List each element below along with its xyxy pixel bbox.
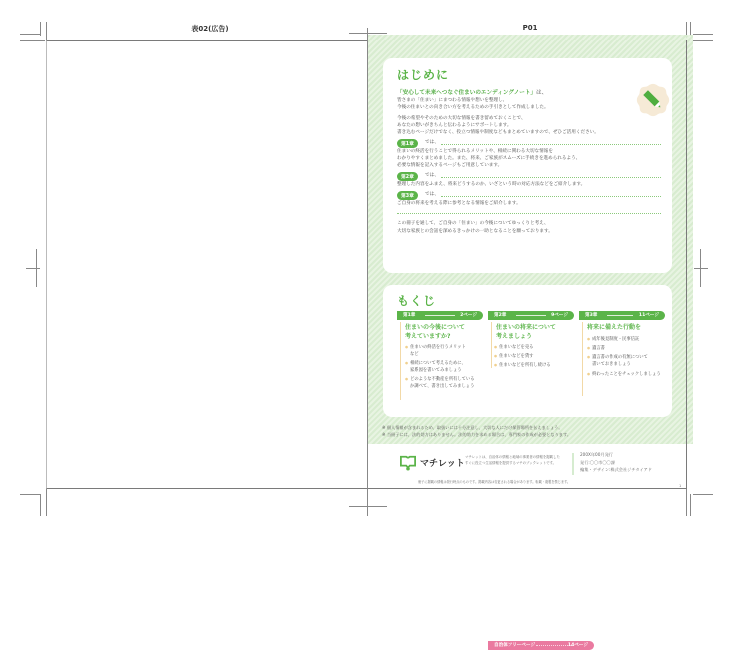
divider [397,213,661,214]
chapter-2-suffix: では、 [425,173,439,178]
crop-mark [700,249,701,287]
crop-mark [20,494,40,495]
closing-line2: 大切な家族との会話を深めるきっかけの一助となることを願っております。 [397,229,553,234]
crop-mark [349,33,387,34]
toc-chapter-3-title-line1[interactable]: 将来に備えた行動を [587,324,642,331]
intro-para2-line1: 今後の希望やそのための大切な情報を書き留めておくことで、 [397,116,526,121]
leader-line [607,315,633,316]
toc-chapter-1-header[interactable] [397,311,483,320]
toc-item-cont: 家系図を書いてみましょう [410,368,462,373]
toc-item-cont: か調べて、書き出してみましょう [410,384,475,389]
editor: 編集・デザイン:株式会社ジチタイアド [580,467,652,472]
divider [441,177,661,178]
chapter-3-suffix: では、 [425,192,439,197]
toc-item-cont: 書いておきましょう [592,362,631,367]
chapter-1-line1: 住まいの終活を行うことで得られるメリットや、相続に関わる大切な情報を [397,149,553,154]
toc-chapter-2-page: 9ページ [551,313,568,318]
crop-mark [40,22,41,36]
toc-chapter-1-title-line1[interactable]: 住まいの今後について [405,324,465,331]
brand-name: マチレット [420,459,465,469]
intro-para2-line2: あなたの想いがきちんと伝わるようにサポートします。 [397,123,512,128]
toc-chapter-2-header[interactable] [488,311,574,320]
leader-line [425,315,455,316]
crop-mark [40,494,41,516]
toc-item[interactable]: ● 住まいなどを所有し続ける [494,362,551,369]
toc-chapter-3-column [582,322,583,396]
pencil-icon [634,81,672,119]
divider [441,196,661,197]
divider [441,144,661,145]
footer-small-print: 冊子に掲載の情報は発行時点のものです。掲載内容は変更される場合があります。転載・複製を禁じます。 [418,480,571,484]
toc-item[interactable]: ● 住まいなどを貸す [494,353,533,360]
toc-item[interactable]: ● 遺言書 [587,345,605,352]
machiletto-logo-icon [399,455,417,471]
chapter-2-line1: 整理した内容をふまえ、将来どうするのか、いざという時の対応方法などをご紹介します。 [397,182,586,187]
toc-item-cont: など [410,352,419,357]
intro-title: はじめに [397,68,450,82]
free-page-label: 自治体フリーページ [494,643,536,648]
footer-separator [572,453,574,475]
crop-mark [36,249,37,287]
chapter-1-line2: わかりやすくまとめました。また、将来、ご家族がスムーズに手続きを進められるよう、 [397,156,581,161]
toc-chapter-1-column [400,322,401,400]
chapter-3-badge: 第3章 [397,191,418,200]
toc-chapter-2-column [491,322,492,368]
crop-mark [20,34,40,35]
lead-tail: は、 [536,90,548,96]
crop-mark [694,268,708,269]
crop-mark [26,268,40,269]
right-page-label: P01 [522,24,538,32]
footer-description [465,454,560,466]
crop-mark [693,494,713,495]
bleed-right [686,36,693,444]
footer-desc-line1: マチレットは、自治体の情報と地域の事業者の情報を掲載した [465,455,560,459]
footer-info [580,451,652,474]
toc-item[interactable]: ● 住まいの終活を行うメリット [405,344,466,351]
leader-line [516,315,546,316]
toc-item[interactable]: ● 成年後見制度・民事信託 [587,336,639,343]
toc-chapter-1-page: 2ページ [460,313,477,318]
crop-mark [690,22,691,36]
toc-chapter-2-title-line1[interactable]: 住まいの将来について [496,324,556,331]
toc-title: もくじ [397,294,437,308]
page-number: 1 [679,484,682,488]
toc-item[interactable]: ● 相続について考えるために、 [405,360,466,367]
toc-chapter-1-title-line2[interactable]: 考えていますか? [405,333,451,340]
note-1: ※ 個人情報が含まれるため、取扱いには十分注意し、大切な人にだけ保管場所を伝えましょう。 [382,425,563,430]
crop-mark [20,40,45,41]
crop-mark [367,489,368,516]
intro-lead [397,88,547,96]
toc-item[interactable]: ● 遺言書の作成の有無について [587,354,648,361]
left-page-label: 表02(広告) [191,25,229,33]
toc-chapter-3-header[interactable] [579,311,665,320]
crop-mark [690,494,691,516]
issue-date: 200X年00月発行 [580,452,613,457]
footer-desc-line2: すぐに役立つ生活情報を提供するマチのブックレットです。 [465,461,557,465]
closing-line1: この冊子を通して、ご自身の「住まい」の今後についてゆっくりと考え、 [397,221,549,226]
publisher: 発行:〇〇市〇〇課 [580,459,615,465]
chapter-2-badge: 第2章 [397,172,418,181]
crop-mark [349,506,387,507]
chapter-1-badge: 第1章 [397,139,418,148]
toc-item[interactable]: ● どのような不動産を所有している [405,376,475,383]
intro-para1-line1: 皆さまの「住まい」にまつわる情報や想いを整理し、 [397,98,508,103]
crop-mark [46,22,47,40]
toc-item[interactable]: ● 住まいなどを売る [494,344,533,351]
crop-mark [46,489,47,516]
chapter-1-suffix: では、 [425,140,439,145]
leader-dots [536,645,572,646]
intro-card [383,58,672,273]
toc-chapter-2-title-line2[interactable]: 考えましょう [496,333,533,340]
intro-para2-line3: 書き込むページだけでなく、役立つ情報や制度などもまとめていますので、ぜひご活用ください。 [397,130,599,135]
note-2: ※ 当冊子には、法的効力はありません。法的効力を求める場合は、専門家の作成が必要となります。 [382,432,572,437]
toc-chapter-1-label: 第1章 [403,313,416,318]
toc-chapter-3-label: 第3章 [585,313,598,318]
toc-chapter-3-page: 11ページ [638,313,659,318]
free-page-number: 14ページ [567,643,588,648]
crop-mark [686,489,687,516]
chapter-1-line3: 必要な情報を記入するページもご用意しています。 [397,163,503,168]
intro-para1-line2: 今後の住まいとの向き合い方を考えるための手引きとして作成しました。 [397,105,549,110]
crop-mark [693,34,713,35]
toc-free-page[interactable] [488,641,594,650]
lead-highlight: 「安心して未来へつなぐ住まいのエンディングノート」 [397,90,537,96]
spine-line [367,40,368,489]
page-p01 [368,40,686,648]
toc-chapter-2-label: 第2章 [494,313,507,318]
toc-item[interactable]: ● 終わったことをチェックしましょう [587,371,661,378]
chapter-3-line1: ご自身の将来を考える際に参考となる情報をご紹介します。 [397,201,521,206]
